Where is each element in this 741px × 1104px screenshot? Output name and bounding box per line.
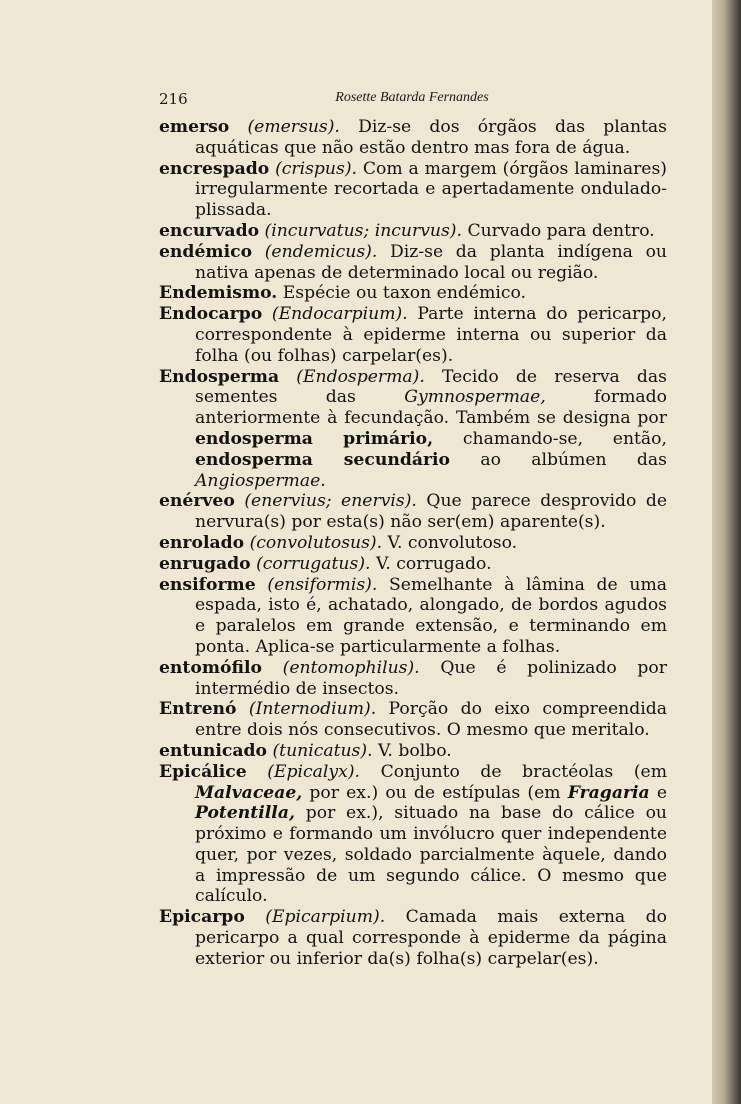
entry-latin: Gymnospermae,: [404, 387, 546, 408]
entry-latin: (endemicus).: [264, 241, 378, 262]
page-number: 216: [159, 90, 188, 108]
entry-latin: Malvaceae,: [195, 782, 303, 803]
entry-latin: (enervius; enervis).: [244, 491, 417, 512]
entry-latin: (corrugatus).: [256, 553, 371, 574]
entry-text: [237, 699, 249, 719]
running-head: Rosette Batarda Fernandes: [335, 90, 489, 105]
glossary-text: [159, 117, 667, 970]
entry-term: Entrenó: [159, 699, 237, 720]
glossary-entry: [159, 117, 667, 159]
glossary-entry: [159, 283, 667, 304]
glossary-entry: [159, 741, 667, 762]
entry-text: Com a margem (órgãos laminares) irregularmente recortada e apertadamente ondulado-plissada.: [195, 158, 667, 221]
entry-text: chamando-se, então,: [433, 428, 667, 449]
entry-latin: (Endocarpium).: [271, 304, 408, 325]
glossary-entry: [159, 491, 667, 533]
entry-text: Que parece desprovido de nervura(s) por esta(s) não ser(em) aparente(s).: [195, 491, 667, 533]
glossary-entry: [159, 533, 667, 554]
glossary-entry: [159, 762, 667, 908]
glossary-entry: [159, 658, 667, 700]
entry-term: ensiforme: [159, 574, 256, 595]
entry-text: [245, 907, 266, 927]
entry-text: V. bolbo.: [372, 740, 452, 761]
entry-text: Curvado para dentro.: [461, 220, 655, 241]
entry-text: [262, 304, 272, 324]
entry-text: Camada mais externa do pericarpo a qual corresponde à epiderme da página exterior ou inferior da(s) folha(s) carpelar(es).: [195, 907, 668, 969]
entry-term: Endocarpo: [159, 304, 263, 325]
entry-text: [256, 575, 268, 595]
glossary-entry: [159, 159, 667, 221]
entry-latin: (convolutosus).: [249, 532, 383, 553]
glossary-entry: [159, 699, 667, 741]
entry-term: entomófilo: [159, 657, 262, 678]
entry-text: Conjunto de bractéolas (em: [360, 761, 668, 782]
glossary-entry: [159, 367, 667, 492]
entry-latin: (Epicarpium).: [265, 907, 386, 928]
glossary-entry: [159, 554, 667, 575]
entry-term: emerso: [159, 117, 230, 137]
glossary-entry: [159, 575, 667, 658]
entry-latin: Angiospermae.: [195, 470, 326, 491]
entry-text: Diz-se dos órgãos das plantas aquáticas que não estão dentro mas fora de água.: [195, 117, 667, 158]
entry-text: [247, 762, 268, 782]
entry-text: Diz-se da planta indígena ou nativa apenas de determinado local ou região.: [195, 241, 667, 283]
entry-term: endosperma secundário: [195, 449, 451, 470]
entry-latin: (emersus).: [247, 117, 340, 137]
entry-text: Tecido de reserva das sementes das: [195, 366, 667, 408]
entry-latin: (entomophilus).: [282, 657, 420, 678]
entry-latin: Fragaria: [567, 782, 650, 803]
entry-text: por ex.) ou de estípulas (em: [302, 782, 568, 803]
entry-text: e: [649, 782, 667, 803]
page-edge: [712, 0, 741, 1104]
entry-latin: (Endosperma).: [296, 366, 425, 387]
entry-term: enrolado: [159, 532, 245, 553]
entry-text: [279, 367, 296, 387]
entry-text: por ex.), situado na base do cálice ou próximo e formando um invólucro quer independente quer, por vezes, soldado parcialmente àquele, dando a impressão de um segundo cálice. O mesmo que calículo.: [195, 803, 667, 907]
entry-term: enérveo: [159, 491, 235, 512]
entry-text: Espécie ou taxon endémico.: [277, 283, 526, 304]
entry-term: enrugado: [159, 553, 251, 574]
entry-latin: Potentilla,: [195, 803, 295, 824]
page-header: [159, 90, 665, 110]
entry-latin: (incurvatus; incurvus).: [264, 220, 462, 241]
glossary-entry: [159, 242, 667, 284]
entry-term: endémico: [159, 241, 253, 262]
entry-term: Epicálice: [159, 761, 247, 782]
entry-text: ao albúmen das: [450, 449, 667, 470]
entry-term: entunicado: [159, 740, 267, 761]
glossary-entry: [159, 304, 667, 366]
glossary-entry: [159, 221, 667, 242]
entry-term: Endemismo.: [159, 283, 278, 304]
entry-text: [262, 658, 283, 678]
entry-latin: (Epicalyx).: [267, 761, 360, 782]
entry-latin: (crispus).: [275, 158, 357, 179]
entry-text: V. convolutoso.: [382, 532, 518, 553]
entry-text: [235, 491, 245, 511]
entry-text: [252, 242, 265, 262]
entry-text: formado anteriormente à fecundação. Também se designa por: [195, 387, 667, 429]
entry-term: Epicarpo: [159, 907, 245, 928]
entry-latin: (ensiformis).: [267, 574, 378, 595]
glossary-entry: [159, 907, 667, 969]
entry-text: [229, 117, 247, 137]
entry-text: Que é polinizado por intermédio de insectos.: [195, 657, 667, 699]
entry-text: Parte interna do pericarpo, correspondente à epiderme interna ou superior da folha (ou folhas) carpelar(es).: [195, 304, 667, 366]
entry-term: Endosperma: [159, 366, 280, 387]
entry-term: encurvado: [159, 220, 260, 241]
entry-text: V. corrugado.: [370, 553, 492, 574]
entry-latin: (Internodium).: [248, 699, 377, 720]
entry-term: endosperma primário,: [195, 428, 434, 449]
entry-text: Porção do eixo compreendida entre dois nós consecutivos. O mesmo que meritalo.: [195, 699, 668, 741]
entry-term: encrespado: [159, 158, 270, 179]
entry-latin: (tunicatus).: [272, 740, 373, 761]
entry-text: Semelhante à lâmina de uma espada, isto é, achatado, alongado, de bordos agudos e paralelos em grande extensão, e terminando em ponta. Aplica-se particularmente a folhas.: [195, 574, 667, 657]
